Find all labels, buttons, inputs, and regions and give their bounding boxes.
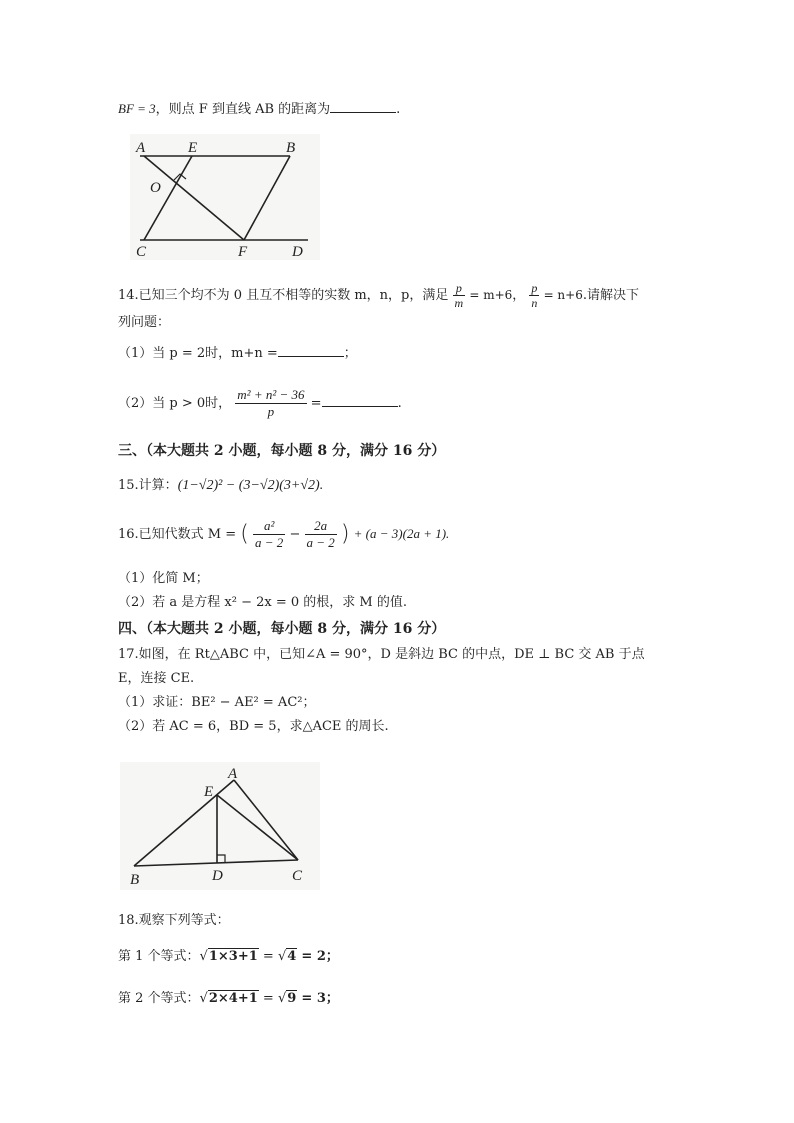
- fig2-label-d: D: [212, 868, 223, 884]
- q16-tail: + (a − 3)(2a + 1).: [353, 526, 450, 541]
- q18-eq1-equals: =: [262, 949, 274, 964]
- q15-line: [118, 474, 323, 498]
- q18-eq1-result: = 2；: [301, 949, 339, 964]
- q14-part1: [118, 344, 357, 363]
- q13-end: .: [396, 102, 401, 117]
- fig1-label-b: B: [286, 140, 296, 156]
- q13-tail-line: [118, 100, 400, 119]
- section-3-heading: 三、（本大题共 2 小题，每小题 8 分，满分 16 分）: [118, 443, 446, 459]
- q18-eq2-radicand: 2×4+1: [208, 991, 258, 1006]
- q18-eq1-label: 第 1 个等式：: [118, 949, 200, 964]
- q18-eq1-radicand2: 4: [287, 949, 297, 964]
- q16-label: 16.已知代数式 M =: [118, 527, 237, 542]
- q16-frac1: $\frac{\text{a²}}{a - 2}$: [255, 518, 284, 550]
- q13-given: BF = 3: [118, 101, 156, 116]
- q14-part1-end: ；: [343, 346, 357, 361]
- q15-label: 15.计算：: [118, 478, 178, 493]
- fig2-label-c: C: [292, 868, 303, 884]
- q14-part2-text: （2）当 p > 0时，: [118, 396, 232, 411]
- q14-part1-text: （1）当 p = 2时，m+n =: [118, 346, 278, 361]
- q18-eq1-radicand: 1×3+1: [208, 949, 258, 964]
- q14-stem-c: 列问题：: [118, 315, 171, 330]
- q14-frac2: $\frac{p}{n}$: [531, 281, 538, 310]
- q15-expression: (1−√2)² − (3−√2)(3+√2).: [177, 478, 324, 493]
- q16-frac2: $\frac{2a}{a - 2}$: [306, 518, 335, 550]
- q14-part1-blank: [278, 344, 344, 357]
- fig1-label-e: E: [188, 140, 198, 156]
- q14-part2-blank: [322, 394, 398, 407]
- q18-eq2-result: = 3；: [301, 991, 339, 1006]
- q14-sep: ，: [512, 288, 526, 303]
- fig1-label-a: A: [136, 140, 146, 156]
- figure-right-triangle: [120, 762, 320, 894]
- q14-stem-line: [118, 280, 639, 310]
- q14-part2-eq: =: [310, 396, 322, 411]
- q16-minus: −: [289, 527, 301, 542]
- q17-line1: 17.如图，在 Rt△ABC 中，已知∠A = 90°，D 是斜边 BC 的中点，DE ⊥ BC 交 AB 于点: [118, 647, 645, 662]
- q18-stem: 18.观察下列等式：: [118, 913, 230, 928]
- fig2-label-b: B: [130, 872, 140, 888]
- q16-line: 16.已知代数式 M = ( $\frac{\text{a²}}{a - 2}$ − $\frac{2a}{a - 2}$ ) + (a − 3)(2a + 1).: [118, 518, 450, 550]
- q17-part2: （2）若 AC = 6，BD = 5，求△ACE 的周长.: [118, 719, 389, 734]
- fig2-label-e: E: [204, 784, 214, 800]
- q16-part1: （1）化简 M；: [118, 571, 209, 586]
- q17-line2: E，连接 CE.: [118, 671, 195, 686]
- figure-parallelogram: [130, 134, 320, 264]
- fig1-label-f: F: [238, 244, 248, 260]
- q18-eq2-label: 第 2 个等式：: [118, 991, 200, 1006]
- q14-stem-b: .请解决下: [582, 288, 639, 303]
- fig1-label-d: D: [292, 244, 303, 260]
- section-4-heading: 四、（本大题共 2 小题，每小题 8 分，满分 16 分）: [118, 621, 446, 637]
- fig1-label-c: C: [136, 244, 147, 260]
- q14-part2: [118, 386, 402, 422]
- q14-part2-end: .: [397, 396, 402, 411]
- q17-part1: （1）求证：BE² − AE² = AC²；: [118, 695, 316, 710]
- q13-question: ，则点 F 到直线 AB 的距离为: [155, 102, 331, 117]
- fig2-label-a: A: [228, 766, 238, 782]
- fig1-label-o: O: [150, 180, 161, 196]
- q14-frac1-rhs: = m+6: [469, 288, 513, 302]
- q18-eq2-equals: =: [262, 991, 274, 1006]
- q18-eq2: 第 2 个等式：√2×4+1 = √9 = 3；: [118, 991, 339, 1006]
- q14-frac2-rhs: = n+6: [543, 288, 583, 302]
- q16-part2: （2）若 a 是方程 x² − 2x = 0 的根，求 M 的值.: [118, 595, 407, 610]
- q14-part2-frac: $\frac{\text{m² + n² − 36}}{p}$: [237, 387, 305, 419]
- q13-answer-blank: [330, 100, 396, 113]
- q18-eq1: 第 1 个等式：√1×3+1 = √4 = 2；: [118, 949, 339, 964]
- q14-frac1: $\frac{p}{m}$: [454, 281, 464, 310]
- q14-stem: 14.已知三个均不为 0 且互不相等的实数 m，n，p，满足: [118, 288, 449, 303]
- q18-eq2-radicand2: 9: [287, 991, 297, 1006]
